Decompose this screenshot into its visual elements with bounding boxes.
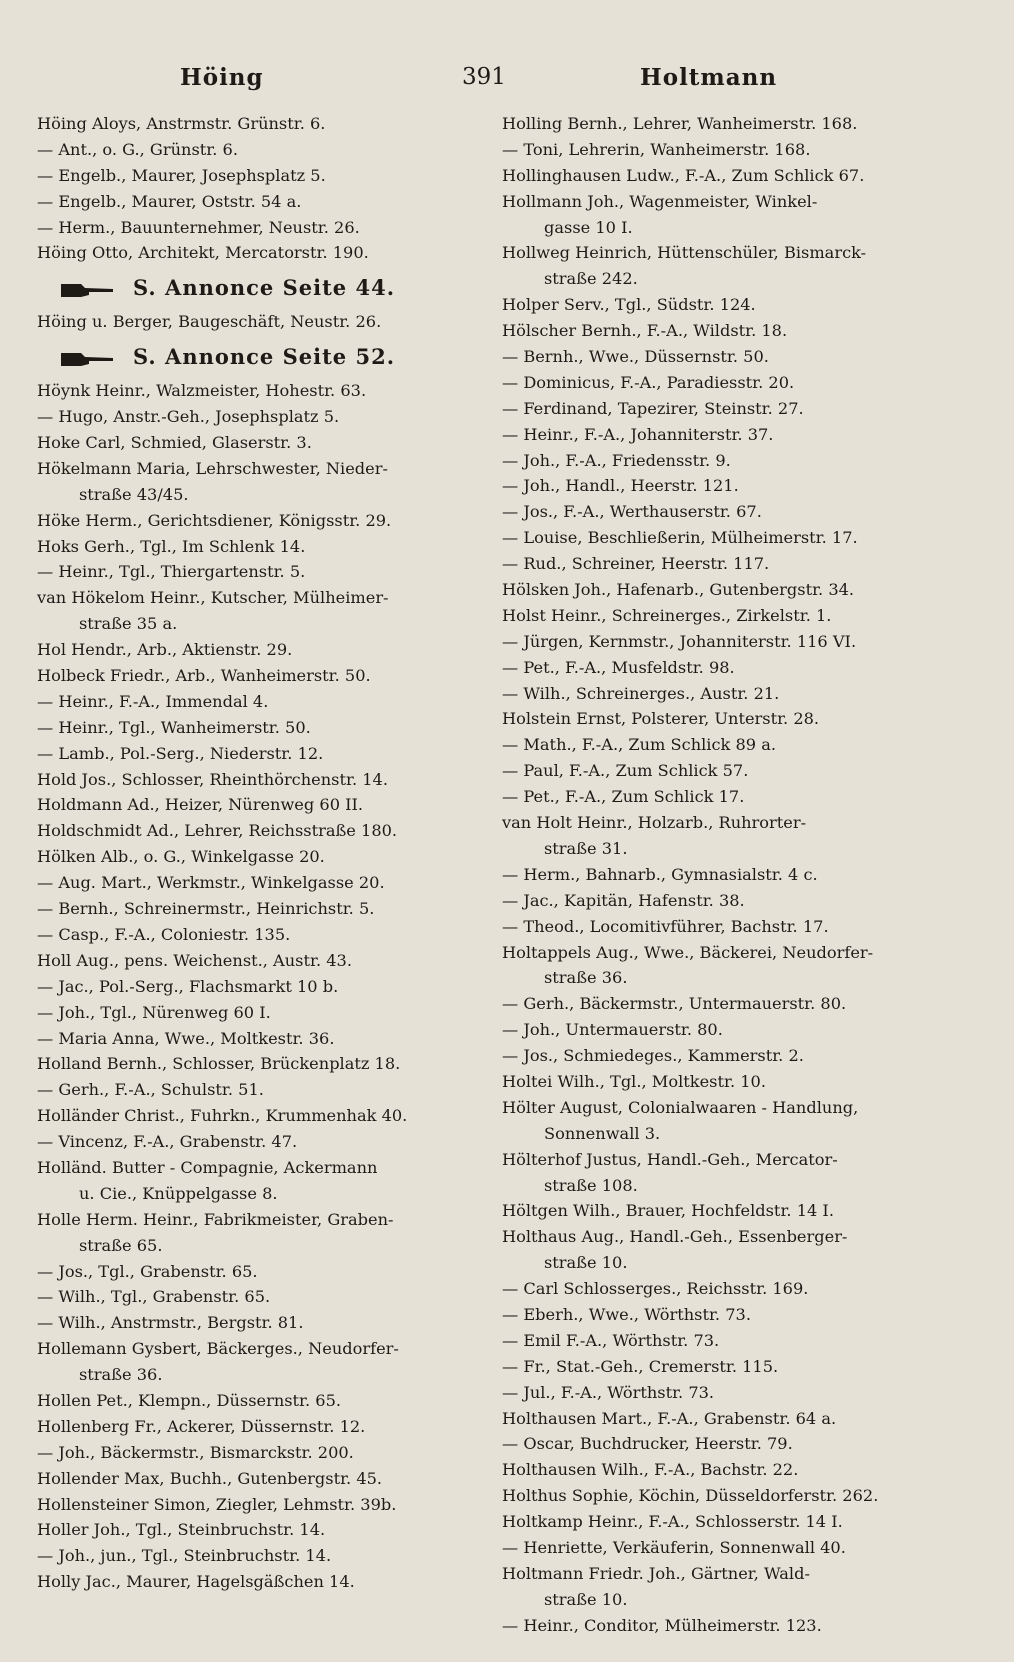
- directory-entry: — Jac., Pol.-Serg., Flachsmarkt 10 b.: [37, 976, 339, 996]
- header-left-keyword: Höing: [180, 64, 264, 91]
- directory-entry: — Jos., F.-A., Werthauserstr. 67.: [502, 502, 762, 522]
- directory-entry: van Hökelom Heinr., Kutscher, Mülheimer-: [37, 588, 389, 608]
- directory-entry: Hol Hendr., Arb., Aktienstr. 29.: [37, 640, 293, 660]
- directory-entry: Hölter August, Colonialwaaren - Handlung,: [502, 1097, 859, 1117]
- directory-entry: Hollen Pet., Klempn., Düssernstr. 65.: [37, 1390, 342, 1410]
- directory-entry: — Gerh., Bäckermstr., Untermauerstr. 80.: [502, 994, 847, 1014]
- directory-entry: Holdschmidt Ad., Lehrer, Reichsstraße 180.: [37, 821, 398, 841]
- directory-entry: — Heinr., F.-A., Johanniterstr. 37.: [502, 424, 774, 444]
- directory-entry: Hölken Alb., o. G., Winkelgasse 20.: [37, 847, 325, 867]
- directory-entry: — Ferdinand, Tapezirer, Steinstr. 27.: [502, 398, 804, 418]
- directory-entry: Holtkamp Heinr., F.-A., Schlosserstr. 14 I.: [502, 1512, 843, 1532]
- directory-entry: Hollemann Gysbert, Bäckerges., Neudorfer-: [37, 1339, 399, 1359]
- directory-entry: — Bernh., Wwe., Düssernstr. 50.: [502, 347, 769, 367]
- directory-entry: Holthaus Aug., Handl.-Geh., Essenberger-: [502, 1227, 848, 1247]
- entry-continuation: straße 65.: [79, 1235, 163, 1255]
- pointing-hand-icon: [59, 281, 115, 299]
- directory-entry: — Toni, Lehrerin, Wanheimerstr. 168.: [502, 139, 811, 159]
- entry-continuation: straße 31.: [544, 838, 628, 858]
- directory-entry: Hölscher Bernh., F.-A., Wildstr. 18.: [502, 321, 788, 341]
- directory-entry: Holly Jac., Maurer, Hagelsgäßchen 14.: [37, 1572, 355, 1592]
- directory-entry: — Wilh., Schreinerges., Austr. 21.: [502, 683, 780, 703]
- pointing-hand-icon: [59, 350, 115, 368]
- directory-entry: Hoks Gerh., Tgl., Im Schlenk 14.: [37, 536, 306, 556]
- directory-entry: Holling Bernh., Lehrer, Wanheimerstr. 168.: [502, 114, 858, 133]
- entry-continuation: straße 242.: [544, 269, 638, 289]
- annonce-text: S. Annonce Seite 52.: [133, 344, 396, 370]
- directory-entry: Holle Herm. Heinr., Fabrikmeister, Graben-: [37, 1209, 394, 1229]
- directory-entry: Höke Herm., Gerichtsdiener, Königsstr. 29.: [37, 510, 392, 530]
- directory-entry: Holtmann Friedr. Joh., Gärtner, Wald-: [502, 1563, 810, 1583]
- directory-entry: — Dominicus, F.-A., Paradiesstr. 20.: [502, 372, 795, 392]
- directory-entry: Höing Aloys, Anstrmstr. Grünstr. 6.: [37, 114, 326, 133]
- directory-entry: — Joh., Bäckermstr., Bismarckstr. 200.: [37, 1442, 354, 1462]
- directory-entry: Hoke Carl, Schmied, Glaserstr. 3.: [37, 433, 312, 453]
- directory-entry: Höing Otto, Architekt, Mercatorstr. 190.: [37, 243, 369, 263]
- directory-entry: Holländer Christ., Fuhrkn., Krummenhak 40.: [37, 1106, 408, 1126]
- directory-entry: — Joh., jun., Tgl., Steinbruchstr. 14.: [37, 1546, 332, 1566]
- directory-entry: Hollweg Heinrich, Hüttenschüler, Bismarck-: [502, 243, 867, 263]
- directory-entry: — Vincenz, F.-A., Grabenstr. 47.: [37, 1132, 298, 1152]
- directory-entry: — Casp., F.-A., Coloniestr. 135.: [37, 924, 291, 944]
- directory-entry: — Jos., Schmiedeges., Kammerstr. 2.: [502, 1046, 804, 1066]
- directory-entry: Höing u. Berger, Baugeschäft, Neustr. 26.: [37, 312, 382, 332]
- directory-entry: — Jürgen, Kernmstr., Johanniterstr. 116 VI.: [502, 631, 857, 651]
- directory-entry: — Maria Anna, Wwe., Moltkestr. 36.: [37, 1028, 335, 1048]
- directory-entry: — Jos., Tgl., Grabenstr. 65.: [37, 1261, 258, 1281]
- entry-continuation: straße 10.: [544, 1253, 628, 1273]
- directory-entry: — Eberh., Wwe., Wörthstr. 73.: [502, 1304, 751, 1324]
- directory-entry: Holbeck Friedr., Arb., Wanheimerstr. 50.: [37, 666, 371, 686]
- directory-entry: — Engelb., Maurer, Josephsplatz 5.: [37, 165, 326, 185]
- directory-entry: Hollinghausen Ludw., F.-A., Zum Schlick 67.: [502, 165, 865, 185]
- directory-entry: Hollmann Joh., Wagenmeister, Winkel-: [502, 191, 818, 211]
- entry-continuation: gasse 10 I.: [544, 217, 633, 237]
- left-column: [37, 111, 482, 1595]
- directory-entry: Holstein Ernst, Polsterer, Unterstr. 28.: [502, 709, 820, 729]
- directory-entry: — Louise, Beschließerin, Mülheimerstr. 17.: [502, 528, 858, 548]
- directory-entry: — Oscar, Buchdrucker, Heerstr. 79.: [502, 1434, 793, 1454]
- directory-entry: — Fr., Stat.-Geh., Cremerstr. 115.: [502, 1356, 779, 1376]
- directory-entry: Holland Bernh., Schlosser, Brückenplatz 18.: [37, 1054, 401, 1074]
- directory-entry: — Joh., F.-A., Friedensstr. 9.: [502, 450, 731, 470]
- entry-continuation: Sonnenwall 3.: [544, 1123, 661, 1143]
- directory-entry: Hölterhof Justus, Handl.-Geh., Mercator-: [502, 1149, 838, 1169]
- directory-entry: — Jac., Kapitän, Hafenstr. 38.: [502, 890, 745, 910]
- directory-entry: — Heinr., Conditor, Mülheimerstr. 123.: [502, 1615, 822, 1635]
- directory-entry: Höynk Heinr., Walzmeister, Hohestr. 63.: [37, 381, 367, 401]
- directory-entry: — Math., F.-A., Zum Schlick 89 a.: [502, 735, 777, 755]
- directory-entry: Holler Joh., Tgl., Steinbruchstr. 14.: [37, 1520, 326, 1540]
- directory-entry: — Rud., Schreiner, Heerstr. 117.: [502, 554, 770, 574]
- page-header: [0, 64, 1014, 98]
- directory-entry: Hold Jos., Schlosser, Rheinthörchenstr. 14.: [37, 769, 388, 789]
- directory-entry: — Carl Schlosserges., Reichsstr. 169.: [502, 1279, 809, 1299]
- directory-entry: Holthausen Mart., F.-A., Grabenstr. 64 a.: [502, 1408, 837, 1428]
- directory-entry: — Heinr., Tgl., Thiergartenstr. 5.: [37, 562, 306, 582]
- directory-entry: Hollensteiner Simon, Ziegler, Lehmstr. 39b.: [37, 1494, 397, 1514]
- directory-entry: Holthausen Wilh., F.-A., Bachstr. 22.: [502, 1460, 799, 1480]
- directory-entry: Holthus Sophie, Köchin, Düsseldorferstr. 262.: [502, 1486, 879, 1506]
- directory-entry: — Jul., F.-A., Wörthstr. 73.: [502, 1382, 715, 1402]
- directory-entry: Holtei Wilh., Tgl., Moltkestr. 10.: [502, 1071, 766, 1091]
- directory-entry: — Heinr., F.-A., Immendal 4.: [37, 691, 269, 711]
- directory-entry: — Aug. Mart., Werkmstr., Winkelgasse 20.: [37, 873, 385, 893]
- directory-entry: — Ant., o. G., Grünstr. 6.: [37, 139, 238, 159]
- directory-entry: Holländ. Butter - Compagnie, Ackermann: [37, 1157, 378, 1177]
- directory-entry: — Hugo, Anstr.-Geh., Josephsplatz 5.: [37, 407, 340, 427]
- directory-entry: — Herm., Bauunternehmer, Neustr. 26.: [37, 217, 360, 237]
- annonce-reference: [37, 266, 482, 309]
- directory-entry: van Holt Heinr., Holzarb., Ruhrorter-: [502, 813, 807, 833]
- directory-entry: — Wilh., Tgl., Grabenstr. 65.: [37, 1287, 271, 1307]
- directory-entry: — Emil F.-A., Wörthstr. 73.: [502, 1330, 720, 1350]
- directory-entry: — Pet., F.-A., Zum Schlick 17.: [502, 787, 745, 807]
- directory-entry: Hollenberg Fr., Ackerer, Düssernstr. 12.: [37, 1416, 366, 1436]
- entry-continuation: straße 43/45.: [79, 484, 189, 504]
- directory-entry: Holl Aug., pens. Weichenst., Austr. 43.: [37, 950, 352, 970]
- directory-entry: — Henriette, Verkäuferin, Sonnenwall 40.: [502, 1537, 846, 1557]
- header-right-keyword: Holtmann: [640, 64, 778, 91]
- entry-continuation: u. Cie., Knüppelgasse 8.: [79, 1183, 278, 1203]
- entry-continuation: straße 10.: [544, 1589, 628, 1609]
- directory-entry: Hölsken Joh., Hafenarb., Gutenbergstr. 34.: [502, 580, 855, 600]
- directory-entry: — Joh., Handl., Heerstr. 121.: [502, 476, 739, 496]
- directory-entry: — Lamb., Pol.-Serg., Niederstr. 12.: [37, 743, 324, 763]
- directory-entry: — Herm., Bahnarb., Gymnasialstr. 4 c.: [502, 864, 818, 884]
- entry-continuation: straße 36.: [79, 1365, 163, 1385]
- right-column: [502, 111, 980, 1639]
- directory-entry: — Bernh., Schreinermstr., Heinrichstr. 5.: [37, 899, 375, 919]
- directory-entry: Holtappels Aug., Wwe., Bäckerei, Neudorfer-: [502, 942, 874, 962]
- directory-entry: — Paul, F.-A., Zum Schlick 57.: [502, 761, 749, 781]
- directory-entry: Hollender Max, Buchh., Gutenbergstr. 45.: [37, 1468, 383, 1488]
- entry-continuation: straße 108.: [544, 1175, 638, 1195]
- annonce-text: S. Annonce Seite 44.: [133, 275, 396, 301]
- directory-entry: — Wilh., Anstrmstr., Bergstr. 81.: [37, 1313, 304, 1333]
- page-number: 391: [462, 64, 506, 90]
- directory-entry: Holper Serv., Tgl., Südstr. 124.: [502, 295, 756, 315]
- directory-entry: Höltgen Wilh., Brauer, Hochfeldstr. 14 I.: [502, 1201, 834, 1221]
- directory-entry: — Joh., Tgl., Nürenweg 60 I.: [37, 1002, 271, 1022]
- annonce-reference: [37, 335, 482, 378]
- directory-entry: — Pet., F.-A., Musfeldstr. 98.: [502, 657, 735, 677]
- entry-continuation: straße 35 a.: [79, 614, 178, 634]
- directory-entry: Holdmann Ad., Heizer, Nürenweg 60 II.: [37, 795, 364, 815]
- directory-entry: — Heinr., Tgl., Wanheimerstr. 50.: [37, 717, 311, 737]
- directory-entry: — Theod., Locomitivführer, Bachstr. 17.: [502, 916, 829, 936]
- directory-entry: Hökelmann Maria, Lehrschwester, Nieder-: [37, 458, 388, 478]
- directory-entry: — Gerh., F.-A., Schulstr. 51.: [37, 1080, 264, 1100]
- entry-continuation: straße 36.: [544, 968, 628, 988]
- directory-entry: — Engelb., Maurer, Oststr. 54 a.: [37, 191, 302, 211]
- directory-entry: — Joh., Untermauerstr. 80.: [502, 1020, 723, 1040]
- directory-entry: Holst Heinr., Schreinerges., Zirkelstr. 1.: [502, 605, 832, 625]
